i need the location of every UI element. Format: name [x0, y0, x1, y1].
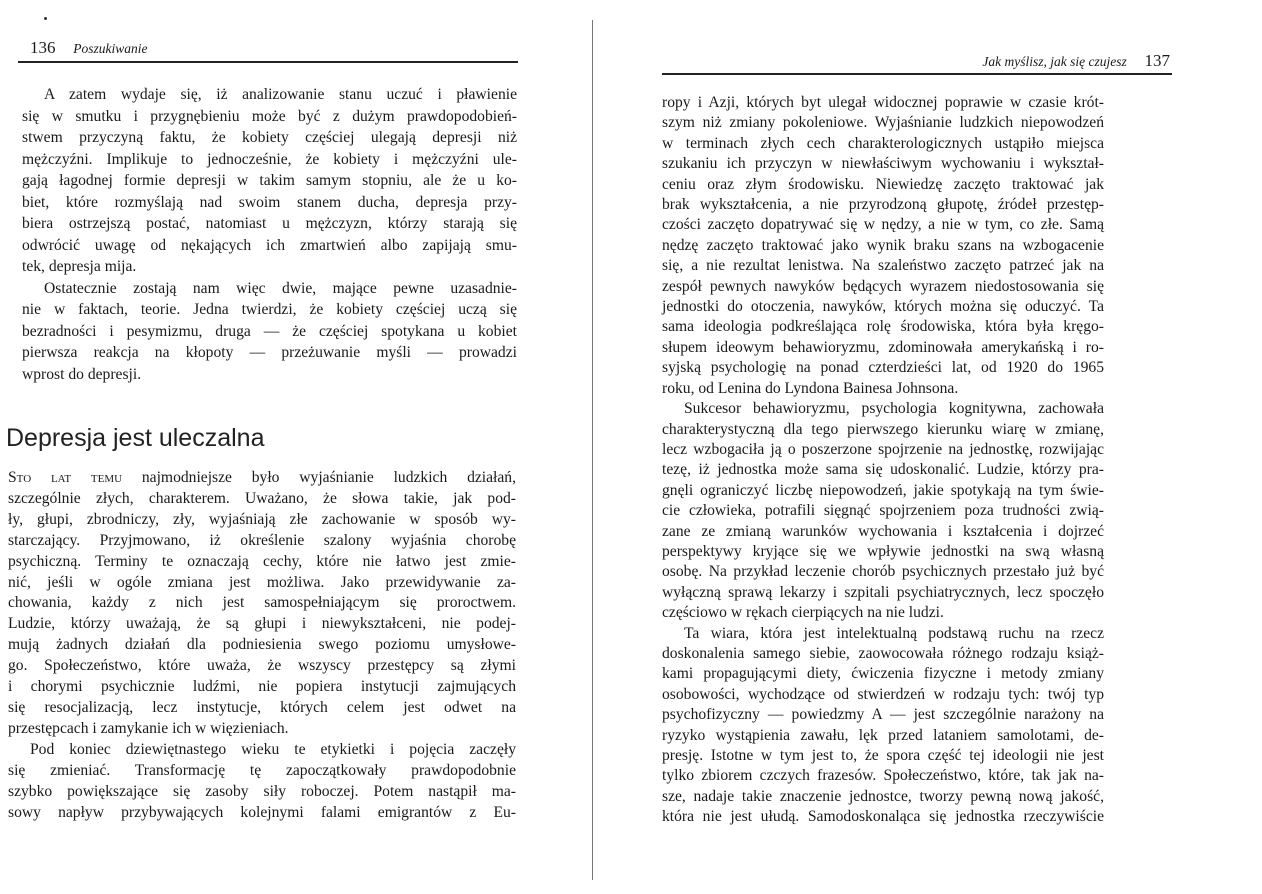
text-line: go. Społeczeństwo, które uważa, że wszyscy przestępcy są złymi — [8, 657, 516, 675]
text-line: mężczyźni. Implikuje to jednocześnie, że kobiety i mężczyźni ule- — [22, 150, 517, 168]
text-line: roku, od Lenina do Lyndona Bainesa Johnsona. — [662, 379, 959, 397]
text-line: odwrócić uwagę od nękających ich zmartwień albo zapijają smu- — [22, 236, 517, 254]
text-line: ropy i Azji, których byt ulegał widocznej poprawie w czasie krót- — [662, 94, 1104, 111]
text-line: częściowo w rękach cierpiących na nie ludzi. — [662, 604, 944, 622]
text-line: mują żadnych działań dla podniesienia swego poziomu umysłowe- — [8, 636, 516, 654]
text-line: A zatem wydaje się, iż analizowanie stanu uczuć i pławienie — [44, 86, 517, 103]
text-line: szybko powiększające się zasoby siły roboczej. Potem nastąpił ma- — [8, 782, 516, 800]
text-line: się w smutku i przygnębieniu może być z dużym prawdopodobień- — [22, 107, 517, 125]
text-line: doskonalenia samego siebie, zaowocowała różnego rodzaju książ- — [662, 644, 1104, 662]
text-line: gnęli ograniczyć liczbę niepowodzeń, jakie spotykają na tym świe- — [662, 481, 1104, 499]
text-line: lecz wzbogaciła ją o poszerzone spojrzenie na jednostkę, rozwijając — [662, 440, 1104, 458]
text-line: słupem ideowym behawioryzmu, zdominowała amerykańską i ro- — [662, 338, 1104, 356]
text-line: zespół pewnych nawyków będących wyrazem niedostosowania się — [662, 277, 1104, 295]
text-line: Ludzie, którzy uważają, że są głupi i niewykształceni, nie podej- — [8, 615, 516, 633]
text-line: zane ze zmianą warunków wychowania i kształcenia i dojrzeć — [662, 522, 1104, 540]
text-line: nędzę zaczęto traktować jako wynik braku szans na wzbogacenie — [662, 236, 1104, 254]
text-line: Sukcesor behawioryzmu, psychologia kognitywna, zachowała — [684, 400, 1104, 418]
text-line: jednostki do otoczenia, nawyków, których można się oduczyć. Ta — [662, 298, 1104, 316]
text-line: się zmieniać. Transformację tę zapoczątkowały prawdopodobnie — [8, 761, 516, 779]
text-block — [662, 93, 1104, 828]
lead-in: Sto lat temu — [8, 469, 123, 486]
page-number: 137 — [1144, 51, 1170, 70]
line-text: najmodniejsze było wyjaśnianie ludzkich działań, — [122, 469, 516, 486]
text-line: sowy napływ przybywających kolejnymi falami emigrantów z Eu- — [8, 803, 516, 821]
text-line: czości zaczęto dopatrywać się w nędzy, a nie w tym, co złe. Samą — [662, 216, 1104, 234]
text-line: brak wykształcenia, a nie przyrodzoną głupotę, źródeł przestęp- — [662, 196, 1104, 214]
text-line: syjską psychologię na ponad czterdzieści lat, od 1920 do 1965 — [662, 359, 1104, 377]
running-head: Jak myślisz, jak się czujesz — [982, 54, 1127, 69]
text-line: nić, jeśli w ogóle zmiana jest możliwa. Jako przewidywanie za- — [8, 573, 516, 591]
running-head: Poszukiwanie — [73, 41, 148, 56]
text-line: Ostatecznie zostają nam więc dwie, mające pewne uzasadnie- — [44, 279, 517, 297]
text-line: tezę, iż jednostka może sama się udoskonalić. Ludzie, którzy pra- — [662, 461, 1104, 479]
text-line: charakterystyczną dla tego pierwszego kierunku wiarę w zmianę, — [662, 420, 1104, 438]
text-line: ły, głupi, zbrodniczy, zły, wyjaśniają złe zachowanie w sposób wy- — [8, 510, 516, 528]
left-page-header — [30, 38, 148, 58]
text-line: i chorymi psychicznie ludźmi, nie popiera instytucji zajmujących — [8, 678, 516, 696]
text-line: chowania, każdy z nich jest samospełniającym się proroctwem. — [8, 594, 516, 612]
text-line: sze, nadaje takie znaczenie jednostce, tworzy pewną nową jakość, — [662, 787, 1104, 805]
text-line: ryzyko wystąpienia zawału, lęk przed lataniem samolotami, de- — [662, 726, 1104, 744]
text-line: ceniu oraz złym środowisku. Niewiedzę zaczęto traktować jak — [662, 175, 1104, 193]
text-block — [22, 84, 517, 385]
text-line: biet, które rozmyślają nad swoim stanem ducha, depresja przy- — [22, 193, 517, 211]
text-line: która nie jest ułudą. Samodoskonaląca się jednostka rzeczywiście — [662, 808, 1104, 826]
right-page-header — [982, 51, 1170, 71]
text-line: pierwsza reakcja na kłopoty — przeżuwanie myśli — prowadzi — [22, 344, 517, 361]
text-line: bezradności i pesymizmu, druga — że częściej spotykana u kobiet — [22, 322, 517, 340]
text-line: perspektywy kryjące się we wpływie jednostki na swą własną — [662, 542, 1104, 560]
text-line: psychofizyczny — powiedzmy A — jest szczególnie narażony na — [662, 706, 1104, 724]
text-line: tylko zbiorem czczych frazesów. Społeczeństwo, które, tak jak na- — [662, 767, 1104, 785]
text-line: w terminach złych cech charakterologicznych ustąpiło miejsca — [662, 134, 1104, 152]
text-line: osobę. Na przykład leczenie chorób psychicznych przestało już być — [662, 563, 1104, 581]
text-line: gają łagodnej formie depresji w takim samym stopniu, ale że u ko- — [22, 172, 517, 189]
text-line — [8, 468, 516, 489]
text-line: szym niż zmiany pokoleniowe. Wyjaśnianie ludzkich niepowodzeń — [662, 114, 1104, 132]
book-gutter — [592, 20, 593, 880]
text-line: się, a nie rezultat lenistwa. Na szaleństwo zaczęto patrzeć jak na — [662, 257, 1104, 275]
text-line: psychiczną. Terminy te oznaczają cechy, które nie łatwo jest zmie- — [8, 552, 516, 570]
text-line: wprost do depresji. — [22, 365, 142, 383]
text-line: tek, depresja mija. — [22, 258, 137, 275]
text-line: biera ostrzejszą postać, natomiast u mężczyzn, którzy starają się — [22, 215, 517, 232]
header-rule — [18, 61, 518, 63]
text-line: szukaniu ich przyczyn w niewłaściwym wychowaniu i wykształ- — [662, 155, 1104, 173]
text-line: się resocjalizacją, lecz instytucje, których celem jest odwet na — [8, 698, 516, 716]
left-page — [0, 0, 590, 894]
text-line: starczający. Przyjmowano, iż określenie szalony wyjaśnia chorobę — [8, 531, 516, 549]
text-line: szczególnie złych, charakterem. Uważano, że słowa takie, jak pod- — [8, 489, 516, 507]
text-line: presję. Istotne w tym jest to, że spora część tej ideologii nie jest — [662, 747, 1104, 764]
text-block — [8, 468, 516, 823]
page-number: 136 — [30, 38, 56, 57]
text-line: nie w faktach, teorie. Jedna twierdzi, że kobiety częściej uczą się — [22, 301, 517, 318]
header-rule — [662, 73, 1172, 75]
text-line: sama ideologia podkreślająca rolę środowiska, która była kręgo- — [662, 318, 1104, 336]
text-line: kami propagującymi diety, ćwiczenia fizyczne i metody zmiany — [662, 665, 1104, 683]
text-line: cie człowieka, potrafili sięgnąć spojrzeniem poza trudności zwią- — [662, 502, 1104, 520]
text-line: stwem przyczyną faktu, że kobiety częściej ulegają depresji niż — [22, 129, 517, 146]
text-line: przestępcach i zamykanie ich w więzieniach. — [8, 719, 289, 737]
text-line: Pod koniec dziewiętnastego wieku te etykietki i pojęcia zaczęły — [30, 740, 516, 758]
right-page — [600, 0, 1262, 894]
text-line: wyłączną sprawą lekarzy i szpitali psychiatrycznych, lecz spoczęło — [662, 583, 1104, 601]
text-line: osobowości, wychodzące od stwierdzeń w rodzaju tych: twój typ — [662, 685, 1104, 703]
section-heading: Depresja jest uleczalna — [6, 424, 265, 452]
text-line: Ta wiara, która jest intelektualną podstawą ruchu na rzecz — [684, 624, 1104, 642]
